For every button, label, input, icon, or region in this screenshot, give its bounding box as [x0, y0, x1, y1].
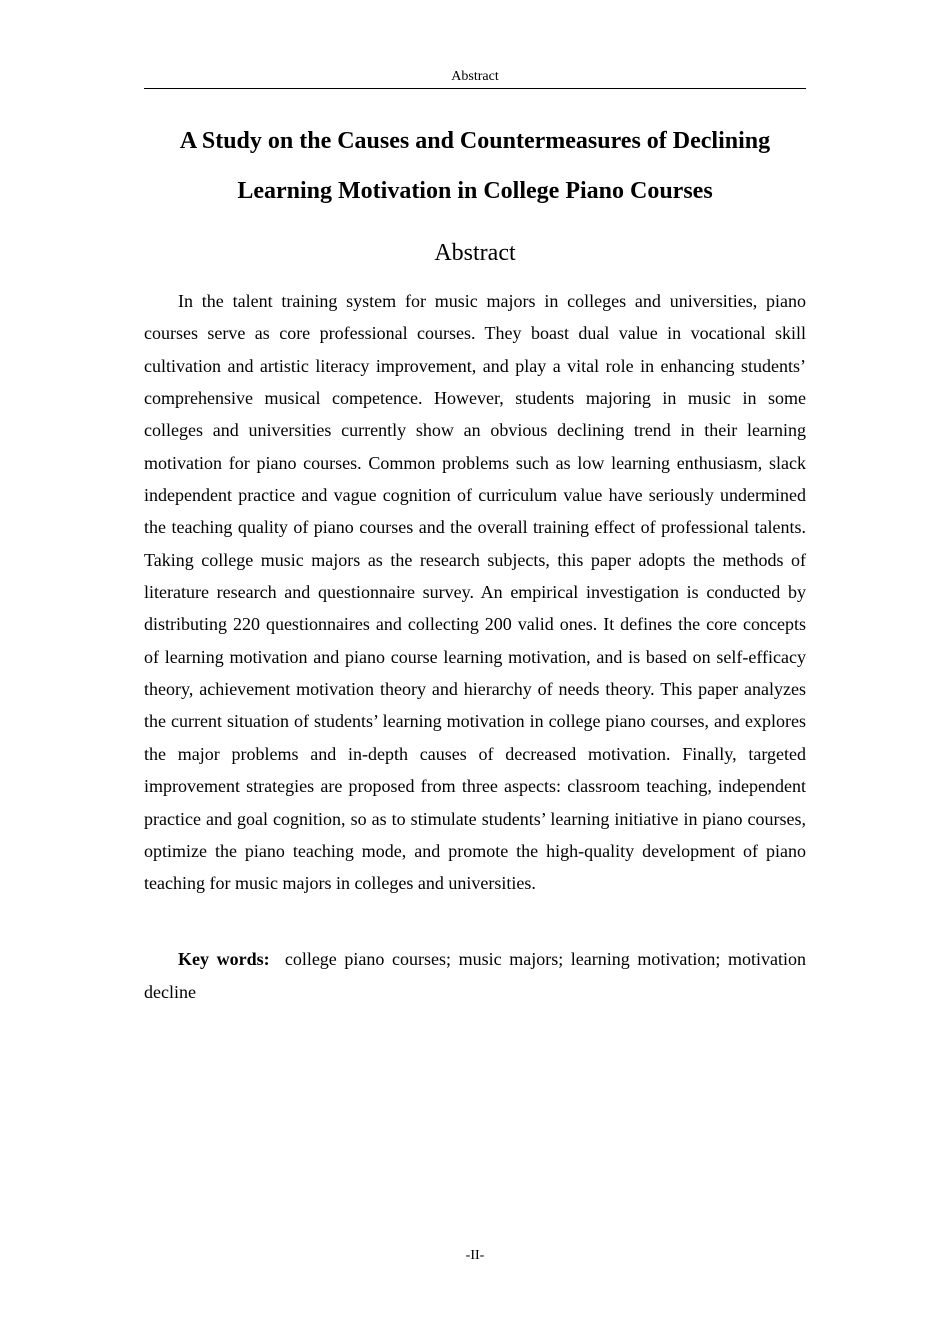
- abstract-heading: Abstract: [434, 240, 516, 266]
- paper-title: A Study on the Causes and Countermeasures of Declining Learning Motivation in College Piano Courses: [179, 128, 771, 204]
- page-number: -II-: [465, 1248, 485, 1263]
- keywords-label: Key words:: [178, 949, 270, 969]
- abstract-body: In the talent training system for music majors in colleges and universities, piano courses serve as core professional courses. They boast dual value in vocational skill cultivation and artistic literacy improvement, and play a vital role in enhancing students’ comprehensive musical competence. However, students majoring in music in some colleges and universities currently show an obvious declining trend in their learning motivation for piano courses. Common problems such as low learning enthusiasm, slack independent practice and vague cognition of curriculum value have seriously undermined the teaching quality of piano courses and the overall training effect of professional talents. Taking college music majors as the research subjects, this paper adopts the methods of literature research and questionnaire survey. An empirical investigation is conducted by distributing 220 questionnaires and collecting 200 valid ones. It defines the core concepts of learning motivation and piano course learning motivation, and is based on self-efficacy theory, achievement motivation theory and hierarchy of needs theory. This paper analyzes the current situation of students’ learning motivation in college piano courses, and explores the major problems and in-depth causes of decreased motivation. Finally, targeted improvement strategies are proposed from three aspects: classroom teaching, independent practice and goal cognition, so as to stimulate students’ learning initiative in piano courses, optimize the piano teaching mode, and promote the high-quality development of piano teaching for music majors in colleges and universities.: [144, 291, 806, 894]
- keywords-list: college piano courses; music majors; learning motivation; motivation decline: [144, 949, 806, 1002]
- running-header: Abstract: [144, 68, 806, 89]
- keywords-paragraph: [144, 943, 806, 1009]
